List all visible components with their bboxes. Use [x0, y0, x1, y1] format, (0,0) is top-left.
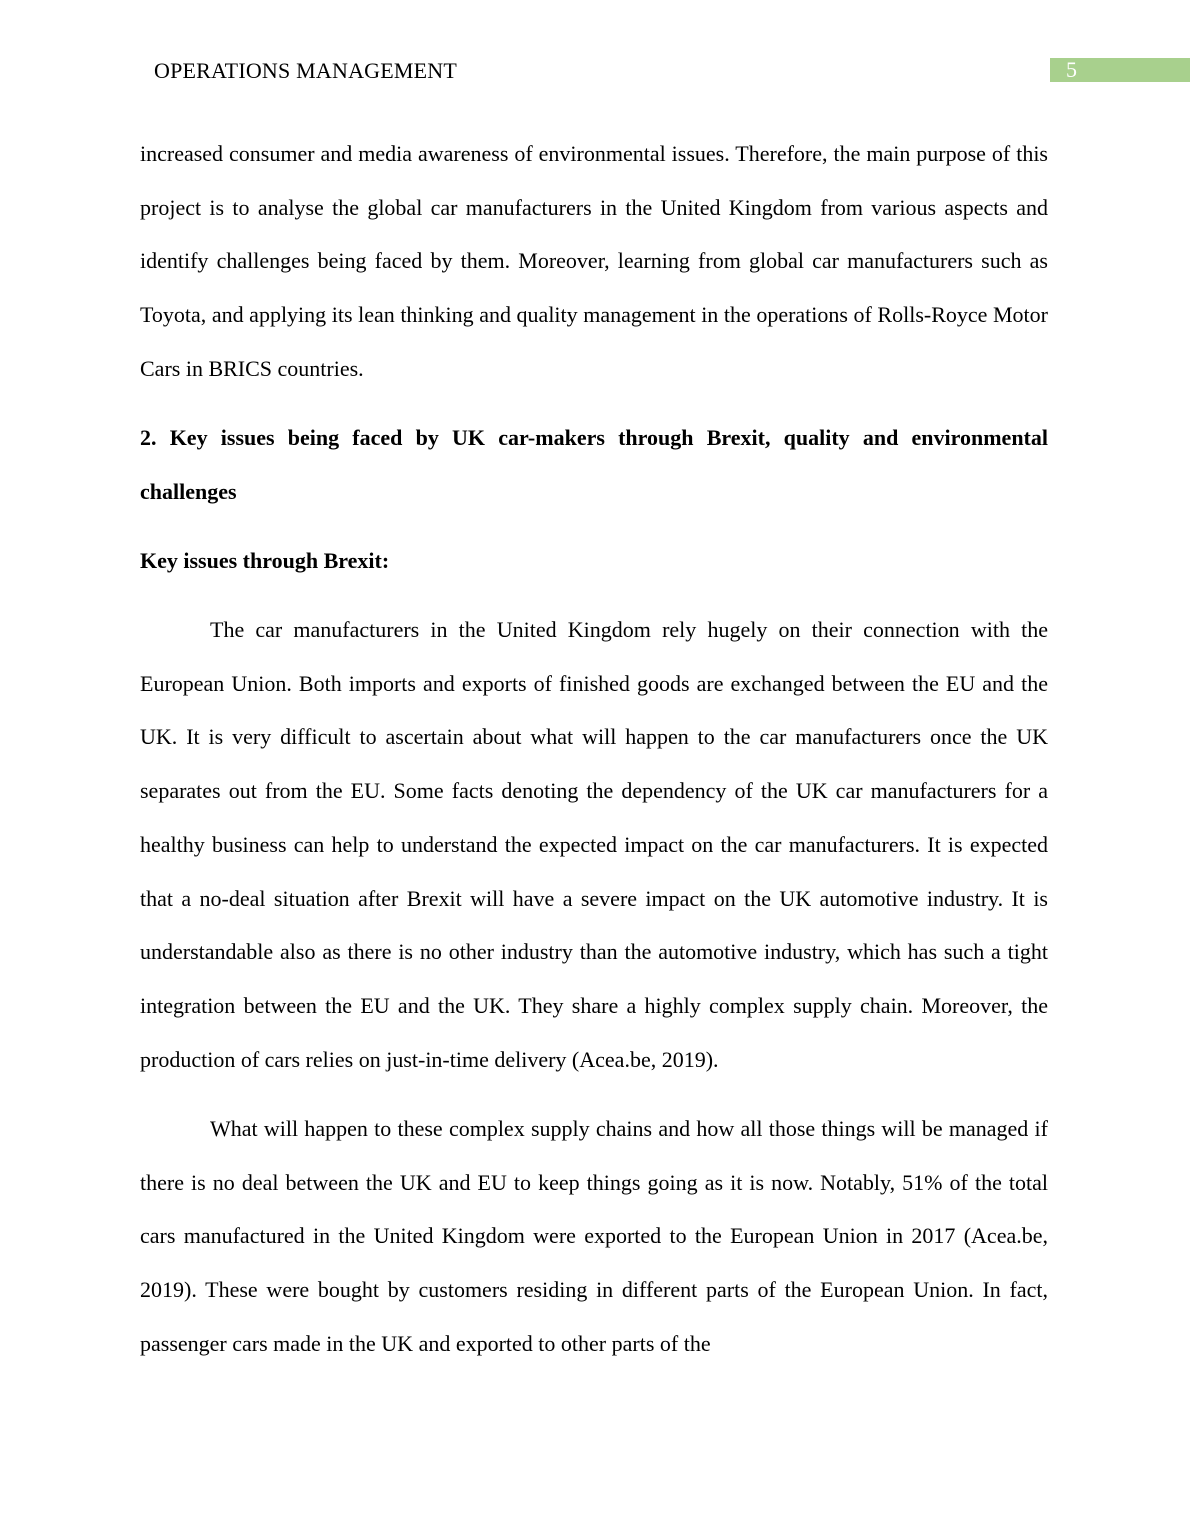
- subheading: Key issues through Brexit:: [140, 548, 390, 573]
- body-paragraph: What will happen to these complex supply chains and how all those things will be managed if there is no deal between the UK and EU to keep things going as it is now. Notably, 51% of the total cars manufactured in the United Kingdom were exported to the European Union in 2017 (Acea.be, 2019). These were bought by customers residing in different parts of the European Union. In fact, passenger cars made in the UK and exported to other parts of the: [140, 1116, 1048, 1356]
- running-head: OPERATIONS MANAGEMENT: [154, 58, 458, 83]
- body-paragraph: The car manufacturers in the United Kingdom rely hugely on their connection with the European Union. Both imports and exports of finished goods are exchanged between the EU and the UK. It is very difficult to ascertain about what will happen to the car manufacturers once the UK separates out from the EU. Some facts denoting the dependency of the UK car manufacturers for a healthy business can help to understand the expected impact on the car manufacturers. It is expected that a no-deal situation after Brexit will have a severe impact on the UK automotive industry. It is understandable also as there is no other industry than the automotive industry, which has such a tight integration between the EU and the UK. They share a highly complex supply chain. Moreover, the production of cars relies on just-in-time delivery (Acea.be, 2019).: [140, 617, 1048, 1072]
- page-number: 5: [1050, 58, 1190, 82]
- body-paragraph: increased consumer and media awareness of environmental issues. Therefore, the main purpose of this project is to analyse the global car manufacturers in the United Kingdom from various aspects and identify challenges being faced by them. Moreover, learning from global car manufacturers such as Toyota, and applying its lean thinking and quality management in the operations of Rolls-Royce Motor Cars in BRICS countries.: [140, 141, 1048, 381]
- section-heading: 2. Key issues being faced by UK car-makers through Brexit, quality and environmental challenges: [140, 425, 1048, 504]
